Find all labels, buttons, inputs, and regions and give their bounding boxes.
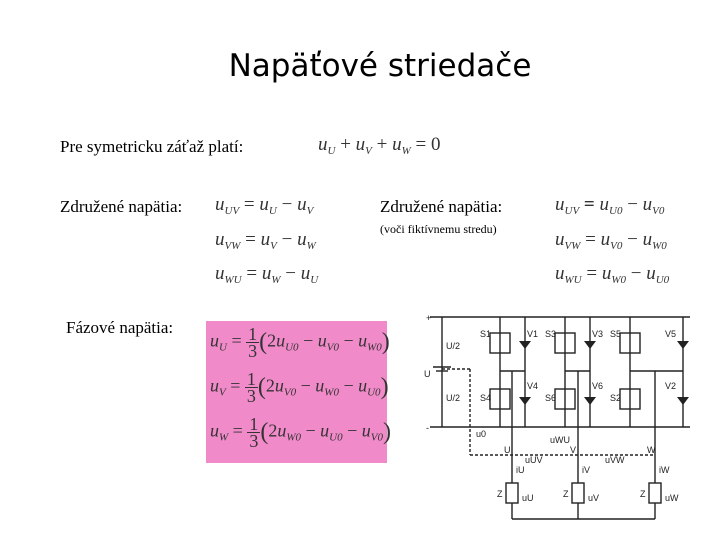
- page-title: Napäťové striedače: [228, 48, 532, 84]
- switch-s2-label: S2: [610, 393, 622, 403]
- switch-s4-label: S4: [480, 393, 492, 403]
- equation-uuv-center: $u_{UV} = u_{U0} - u_{V0}$: [555, 194, 665, 217]
- equation-uwu-center: $u_{WU} = u_{W0} - u_{U0}$: [555, 263, 670, 286]
- supply-half-lower-label: U/2: [446, 393, 461, 403]
- uvw-label: uVW: [605, 455, 625, 465]
- equation-uwu: $u_{WU} = u_W - u_U$: [215, 263, 319, 286]
- phase-uu-label: uU: [522, 493, 534, 503]
- switch-s3-label: S3: [545, 329, 557, 339]
- switch-s6-label: S6: [545, 393, 557, 403]
- current-iu-label: iU: [516, 465, 525, 475]
- node-w-label: W: [647, 445, 656, 455]
- equation-uuv: $u_{UV} = u_U - u_V$: [215, 194, 314, 217]
- line-voltages-label-right: Združené napätia:: [380, 197, 503, 216]
- phase-uv-label: uV: [588, 493, 600, 503]
- uuv-label: uUV: [525, 455, 543, 465]
- symmetric-load-equation: $u_U + u_V + u_W = 0$: [318, 134, 441, 157]
- supply-u-label: U: [424, 369, 431, 379]
- diode-v4-label: V4: [527, 381, 539, 391]
- equation-phase-w: $u_W$ = $\frac{1}{3}$ $(2u_{W0} - u_{U0} - u_{V0})$: [210, 414, 391, 451]
- load-z-u-label: Z: [497, 489, 503, 499]
- line-voltages-label-left: Združené napätia:: [60, 197, 183, 216]
- load-z-v-label: Z: [563, 489, 569, 499]
- equation-phase-v: $u_V$ = $\frac{1}{3}$ $(2u_{V0} - u_{W0} - u_{U0})$: [210, 369, 389, 406]
- equation-phase-u: $u_U$ = $\frac{1}{3}$ $(2u_{U0} - u_{V0} - u_{W0})$: [210, 324, 390, 361]
- diode-v5-label: V5: [665, 329, 677, 339]
- diode-v2-label: V2: [665, 381, 677, 391]
- switch-s5-label: S5: [610, 329, 622, 339]
- switch-s1-label: S1: [480, 329, 492, 339]
- phase-uw-label: uW: [665, 493, 679, 503]
- u0-label: u0: [476, 429, 487, 439]
- node-u-label: U: [504, 445, 511, 455]
- current-iw-label: iW: [659, 465, 670, 475]
- diode-v6-label: V6: [592, 381, 604, 391]
- diode-v3-label: V3: [592, 329, 604, 339]
- phase-voltages-label: Fázové napätia:: [66, 318, 174, 337]
- symmetric-load-label: Pre symetricku záťaž platí:: [60, 137, 244, 156]
- node-v-label: V: [570, 445, 577, 455]
- uwu-label: uWU: [550, 435, 570, 445]
- equation-uvw: $u_{VW} = u_V - u_W$: [215, 229, 316, 252]
- diode-v1-label: V1: [527, 329, 539, 339]
- inverter-circuit-diagram: [400, 305, 700, 535]
- supply-half-upper-label: U/2: [446, 341, 461, 351]
- equation-uvw-center: $u_{VW} = u_{V0} - u_{W0}$: [555, 229, 667, 252]
- supply-plus-label: +: [426, 313, 432, 323]
- supply-minus-label: -: [426, 423, 429, 433]
- load-z-w-label: Z: [640, 489, 646, 499]
- fictitious-center-note: (voči fiktívnemu stredu): [380, 222, 497, 236]
- current-iv-label: iV: [582, 465, 591, 475]
